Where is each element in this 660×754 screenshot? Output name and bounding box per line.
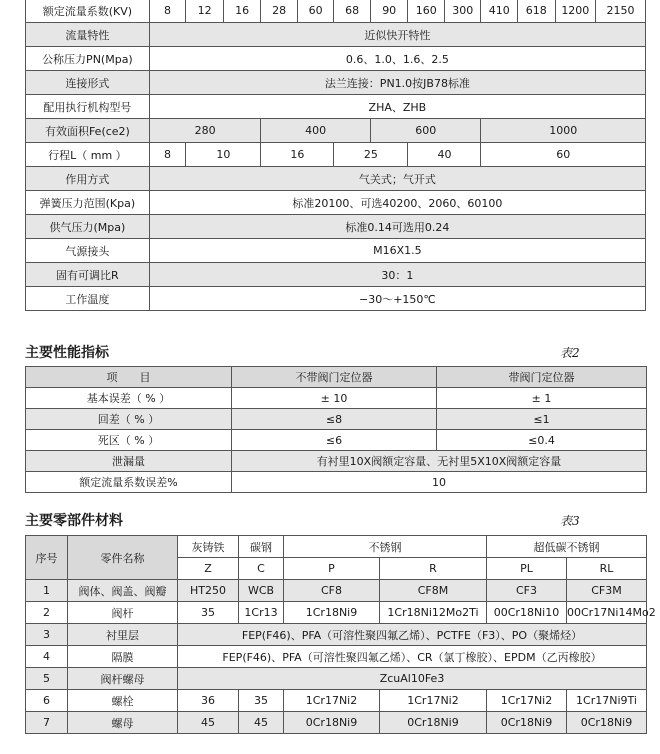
stroke-cell: 10 (186, 143, 261, 167)
header-cell: 带阀门定位器 (437, 367, 647, 388)
header-low-carbon: 超低碳不锈钢 (487, 536, 647, 558)
row-value: ± 10 (232, 388, 437, 409)
header-no: 序号 (26, 536, 68, 580)
area-cell: 400 (261, 119, 371, 143)
row-no: 7 (26, 712, 68, 734)
row-name: 螺栓 (68, 690, 178, 712)
code-cell: P (284, 558, 380, 580)
material-cell: CF8M (380, 580, 487, 602)
row-label: 回差（ % ） (26, 409, 232, 430)
row-value: 标准20100、可选40200、2060、60100 (149, 191, 645, 215)
row-value: ≤6 (232, 430, 437, 451)
table-row (26, 690, 647, 712)
row-label: 死区（ % ） (26, 430, 232, 451)
area-row (26, 119, 646, 143)
kv-cell: 68 (334, 0, 371, 23)
kv-cell: 618 (518, 0, 556, 23)
code-cell: Z (178, 558, 239, 580)
row-label: 公称压力PN(Mpa) (26, 47, 150, 71)
row-label: 作用方式 (26, 167, 150, 191)
code-cell: PL (487, 558, 567, 580)
row-label: 有效面积Fe(ce2) (26, 119, 150, 143)
table-row (26, 472, 647, 493)
kv-cell: 410 (481, 0, 518, 23)
material-cell: WCB (239, 580, 284, 602)
code-cell: R (380, 558, 487, 580)
kv-cell: 60 (297, 0, 334, 23)
material-cell: 0Cr18Ni9 (380, 712, 487, 734)
row-label: 弹簧压力范围(Kpa) (26, 191, 150, 215)
header-stainless: 不锈钢 (284, 536, 487, 558)
material-cell: 1Cr17Ni2 (487, 690, 567, 712)
connection-row (26, 71, 646, 95)
area-cell: 1000 (481, 119, 646, 143)
row-label: 工作温度 (26, 287, 150, 311)
material-cell: 0Cr18Ni9 (487, 712, 567, 734)
table-row (26, 409, 647, 430)
air-conn-row (26, 239, 646, 263)
performance-table (25, 366, 647, 493)
row-label: 气源接头 (26, 239, 150, 263)
material-span: FEP(F46)、PFA（可溶性聚四氟乙烯）、PCTFE（F3）、PO（聚烯烃） (178, 624, 647, 646)
row-label: 泄漏量 (26, 451, 232, 472)
actuator-row (26, 95, 646, 119)
stroke-cell: 25 (334, 143, 408, 167)
row-value: 30：1 (149, 263, 645, 287)
row-label: 额定流量系数误差% (26, 472, 232, 493)
row-no: 1 (26, 580, 68, 602)
material-cell: 1Cr13 (239, 602, 284, 624)
header-carbon-steel: 碳钢 (239, 536, 284, 558)
area-cell: 600 (370, 119, 481, 143)
row-no: 6 (26, 690, 68, 712)
table-row (26, 712, 647, 734)
table-row (26, 451, 647, 472)
table-header (26, 367, 647, 388)
material-cell: CF8 (284, 580, 380, 602)
code-cell: C (239, 558, 284, 580)
kv-cell: 2150 (596, 0, 646, 23)
kv-cell: 1200 (555, 0, 596, 23)
row-value: 标准0.14可选用0.24 (149, 215, 645, 239)
row-value: 有衬里10X阀额定容量、无衬里5X10X阀额定容量 (232, 451, 647, 472)
kv-cell: 28 (261, 0, 298, 23)
stroke-row (26, 143, 646, 167)
table-row (26, 646, 647, 668)
row-value: M16X1.5 (149, 239, 645, 263)
material-cell: 0Cr18Ni9 (284, 712, 380, 734)
row-name: 阀杆螺母 (68, 668, 178, 690)
material-cell: 00Cr18Ni10 (487, 602, 567, 624)
row-value: ± 1 (437, 388, 647, 409)
row-value: −30～+150℃ (149, 287, 645, 311)
kv-cell: 8 (149, 0, 186, 23)
row-value: 0.6、1.0、1.6、2.5 (149, 47, 645, 71)
material-cell: HT250 (178, 580, 239, 602)
material-cell: 45 (178, 712, 239, 734)
material-cell: 1Cr17Ni2 (380, 690, 487, 712)
material-cell: 35 (239, 690, 284, 712)
header-cell: 不带阀门定位器 (232, 367, 437, 388)
stroke-cell: 40 (408, 143, 481, 167)
kv-cell: 90 (370, 0, 408, 23)
temp-row (26, 287, 646, 311)
row-value: ZHA、ZHB (149, 95, 645, 119)
row-name: 隔膜 (68, 646, 178, 668)
table-row (26, 668, 647, 690)
row-name: 螺母 (68, 712, 178, 734)
ratio-row (26, 263, 646, 287)
action-row (26, 167, 646, 191)
material-cell: 1Cr17Ni2 (284, 690, 380, 712)
row-value: ≤8 (232, 409, 437, 430)
row-label: 固有可调比R (26, 263, 150, 287)
header-cell: 项 目 (26, 367, 232, 388)
row-value: 10 (232, 472, 647, 493)
area-cell: 280 (149, 119, 261, 143)
row-name: 衬里层 (68, 624, 178, 646)
row-no: 5 (26, 668, 68, 690)
stroke-cell: 16 (261, 143, 334, 167)
kv-cell: 300 (444, 0, 481, 23)
flow-char-row (26, 23, 646, 47)
material-cell: 1Cr18Ni9 (284, 602, 380, 624)
material-cell: 1Cr18Ni12Mo2Ti (380, 602, 487, 624)
material-cell: CF3M (567, 580, 647, 602)
row-value: 法兰连接：PN1.0按JB78标准 (149, 71, 645, 95)
material-cell: 1Cr17Ni9Ti (567, 690, 647, 712)
row-name: 阀杆 (68, 602, 178, 624)
row-label: 供气压力(Mpa) (26, 215, 150, 239)
row-value: 气关式；气开式 (149, 167, 645, 191)
table-header (26, 536, 647, 558)
kv-row (26, 0, 646, 23)
row-value: ≤0.4 (437, 430, 647, 451)
row-name: 阀体、阀盖、阀瓣 (68, 580, 178, 602)
material-cell: 0Cr18Ni9 (567, 712, 647, 734)
kv-label: 额定流量系数(KV) (26, 0, 150, 23)
header-name: 零件名称 (68, 536, 178, 580)
material-cell: 45 (239, 712, 284, 734)
table-row (26, 624, 647, 646)
row-label: 连接形式 (26, 71, 150, 95)
row-value: 近似快开特性 (149, 23, 645, 47)
kv-cell: 16 (223, 0, 261, 23)
row-label: 流量特性 (26, 23, 150, 47)
air-supply-row (26, 215, 646, 239)
row-no: 2 (26, 602, 68, 624)
material-span: ZcuAl10Fe3 (178, 668, 647, 690)
spec-table (25, 0, 646, 311)
pressure-row (26, 47, 646, 71)
table-number: 表3 (560, 514, 580, 528)
material-cell: 00Cr17Ni14Mo2 (567, 602, 647, 624)
materials-table (25, 535, 656, 734)
table-row (26, 580, 647, 602)
material-cell: 35 (178, 602, 239, 624)
row-label: 行程L（ mm ） (26, 143, 150, 167)
table-row (26, 388, 647, 409)
table-row (26, 602, 647, 624)
row-no: 4 (26, 646, 68, 668)
row-value: ≤1 (437, 409, 647, 430)
row-no: 3 (26, 624, 68, 646)
stroke-cell: 8 (149, 143, 186, 167)
kv-cell: 160 (408, 0, 445, 23)
section-title-performance: 主要性能指标 (25, 345, 109, 361)
row-label: 基本误差（ % ） (26, 388, 232, 409)
spring-row (26, 191, 646, 215)
material-cell: CF3 (487, 580, 567, 602)
table-number: 表2 (560, 346, 580, 360)
material-cell: 36 (178, 690, 239, 712)
code-cell: RL (567, 558, 647, 580)
material-span: FEP(F46)、PFA（可溶性聚四氟乙烯）、CR（氯丁橡胶）、EPDM（乙丙橡胶） (178, 646, 647, 668)
row-label: 配用执行机构型号 (26, 95, 150, 119)
header-gray-iron: 灰铸铁 (178, 536, 239, 558)
kv-cell: 12 (186, 0, 224, 23)
stroke-cell: 60 (481, 143, 646, 167)
section-title-materials: 主要零部件材料 (25, 513, 123, 529)
table-row (26, 430, 647, 451)
